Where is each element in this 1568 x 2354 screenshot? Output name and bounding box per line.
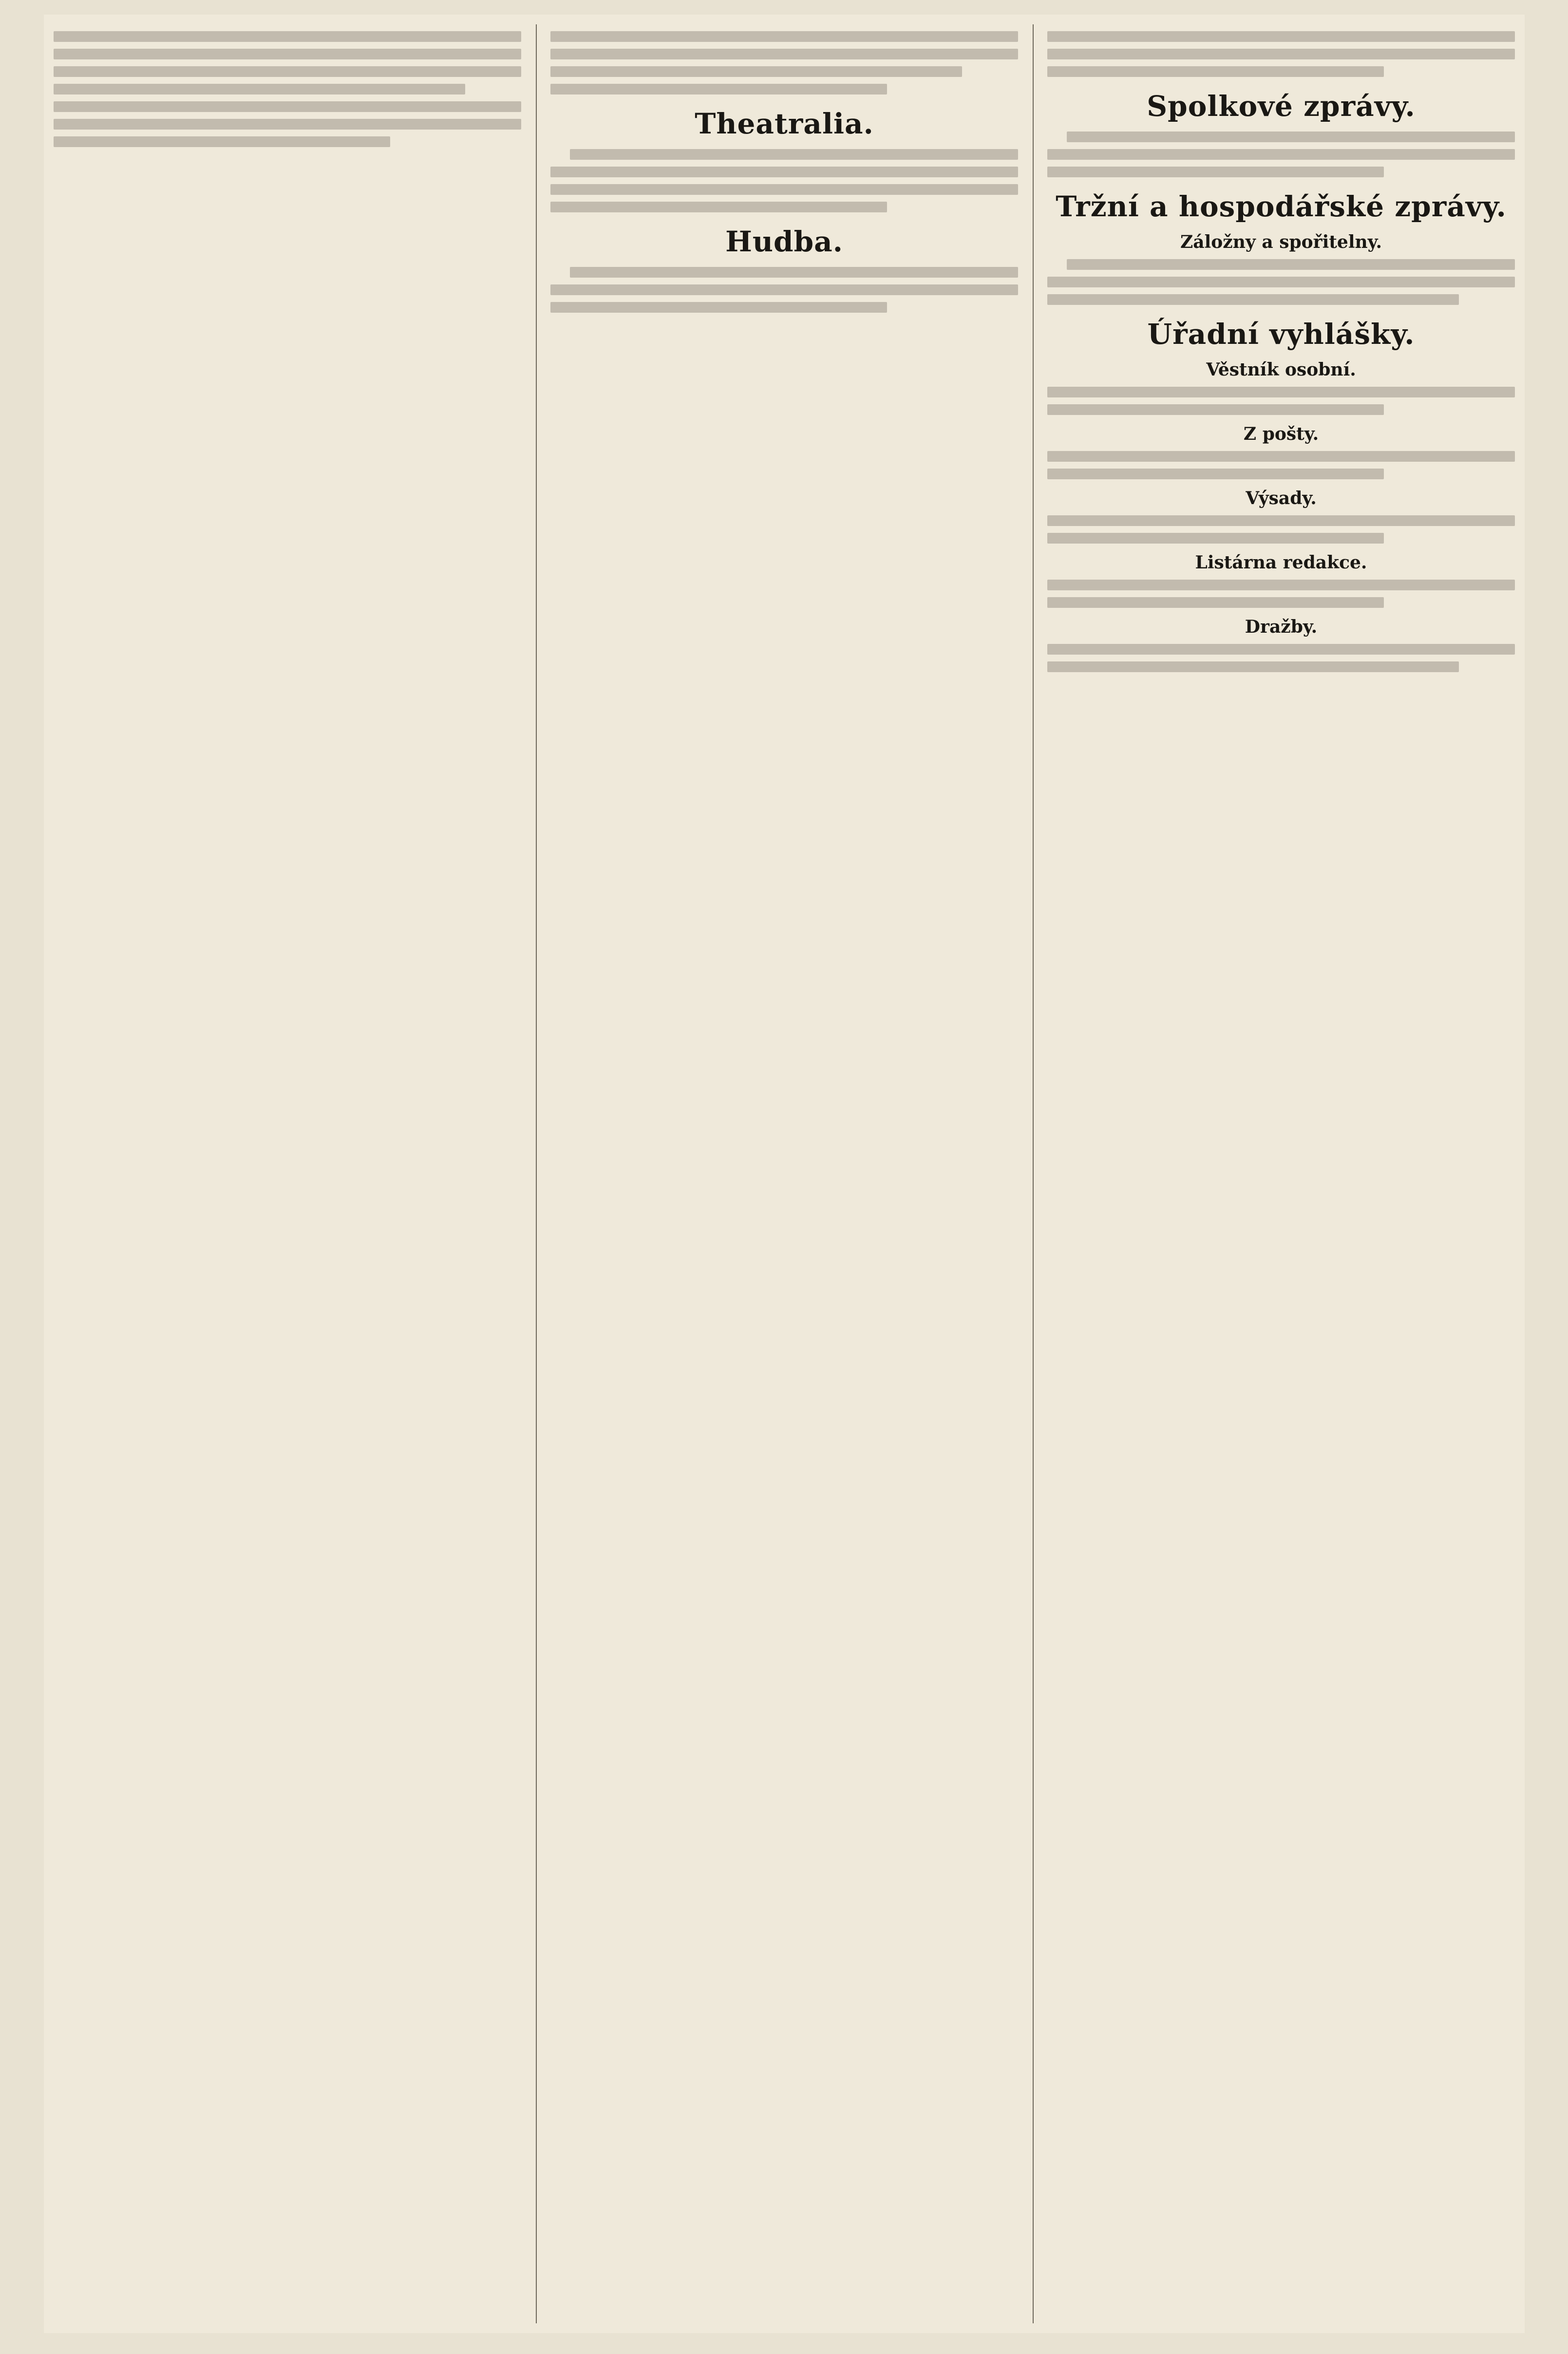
text-block bbox=[1047, 31, 1515, 77]
text-block bbox=[1047, 515, 1515, 544]
column-rule bbox=[536, 24, 537, 2323]
text-block bbox=[550, 267, 1018, 313]
text-block bbox=[550, 31, 1018, 94]
subheading-privileges: Výsady. bbox=[1246, 488, 1317, 508]
subheading-post: Z pošty. bbox=[1243, 424, 1319, 444]
text-block bbox=[1047, 259, 1515, 305]
text-block bbox=[1047, 387, 1515, 415]
section-title-theatre: Theatralia. bbox=[695, 107, 874, 140]
section-title-market: Tržní a hospodářské zprávy. bbox=[1056, 190, 1507, 223]
text-block bbox=[1047, 580, 1515, 608]
section-title-clubs: Spolkové zprávy. bbox=[1147, 90, 1416, 123]
subheading-letters: Listárna redakce. bbox=[1195, 552, 1367, 573]
text-block bbox=[1047, 644, 1515, 672]
column-3 bbox=[1047, 24, 1515, 2323]
subheading-auctions: Dražby. bbox=[1245, 617, 1318, 637]
subheading-savings: Záložny a spořitelny. bbox=[1180, 232, 1382, 252]
column-1 bbox=[54, 24, 521, 2323]
subheading-personal: Věstník osobní. bbox=[1206, 359, 1356, 380]
text-block bbox=[54, 31, 521, 147]
column-rule bbox=[1033, 24, 1034, 2323]
section-title-music: Hudba. bbox=[725, 225, 843, 258]
section-title-official: Úřadní vyhlášky. bbox=[1147, 318, 1415, 351]
column-2 bbox=[550, 24, 1018, 2323]
text-block bbox=[550, 149, 1018, 212]
text-block bbox=[1047, 132, 1515, 177]
newspaper-page bbox=[44, 15, 1525, 2333]
text-block bbox=[1047, 451, 1515, 479]
